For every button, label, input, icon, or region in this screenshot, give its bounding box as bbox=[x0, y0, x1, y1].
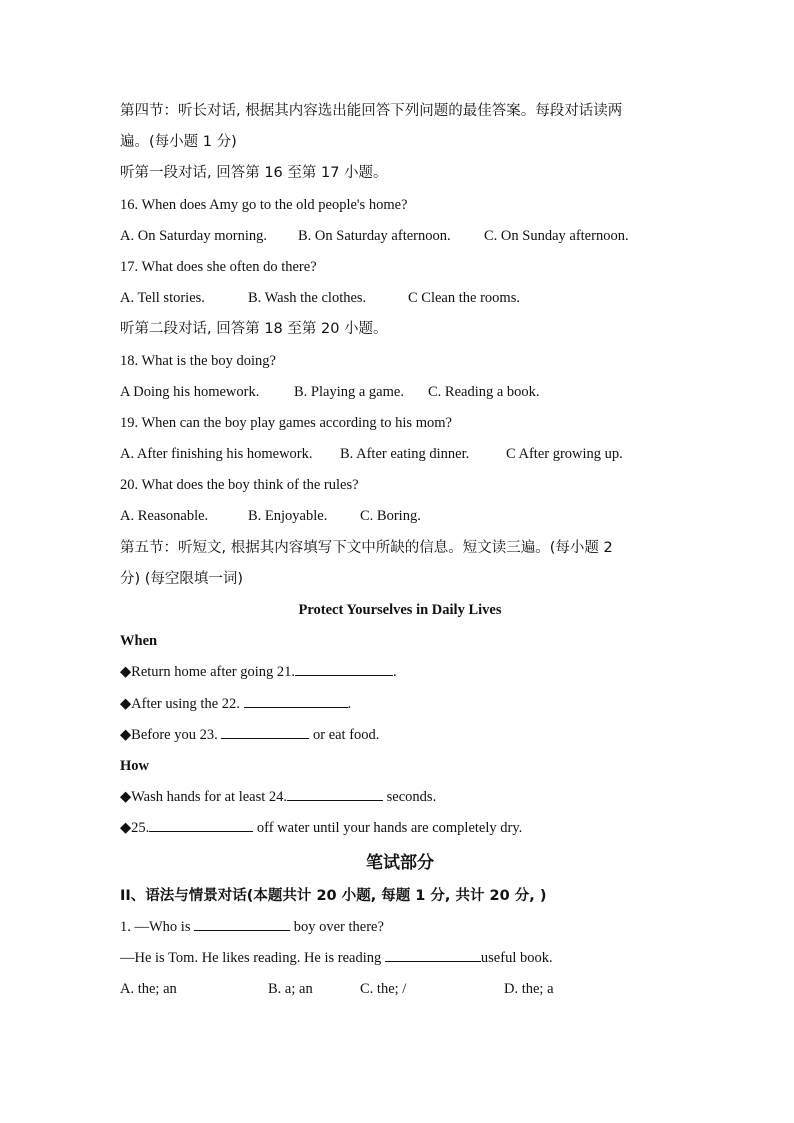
q18-option-c: C. Reading a book. bbox=[428, 383, 540, 400]
blank-22[interactable] bbox=[244, 693, 348, 708]
q20-option-c: C. Boring. bbox=[360, 508, 421, 525]
question-19-options bbox=[120, 439, 680, 470]
dialog1-intro: 听第一段对话, 回答第 16 至第 17 小题。 bbox=[120, 165, 388, 182]
item-21-text: ◆Return home after going 21. bbox=[120, 664, 296, 681]
grammar-question-1-reply bbox=[120, 943, 680, 974]
q1-option-c: C. the; / bbox=[360, 981, 407, 998]
item-21-end: . bbox=[393, 664, 397, 681]
q1-reply-end: useful book. bbox=[480, 949, 553, 966]
item-25 bbox=[120, 813, 680, 844]
question-19: 19. When can the boy play games according to his mom? bbox=[120, 414, 452, 431]
section-2-heading: II、语法与情景对话(本题共计 20 小题, 每题 1 分, 共计 20 分, ) bbox=[120, 887, 547, 904]
blank-25[interactable] bbox=[149, 817, 253, 832]
question-17: 17. What does she often do there? bbox=[120, 258, 317, 275]
q18-option-a: A Doing his homework. bbox=[120, 383, 260, 400]
q16-option-a: A. On Saturday morning. bbox=[120, 227, 267, 244]
item-24-end: seconds. bbox=[383, 789, 437, 806]
how-label: How bbox=[120, 757, 149, 774]
item-23-end: or eat food. bbox=[309, 726, 380, 743]
question-16: 16. When does Amy go to the old people's home? bbox=[120, 196, 408, 213]
exam-page bbox=[120, 96, 680, 1005]
blank-24[interactable] bbox=[287, 786, 383, 801]
item-23 bbox=[120, 720, 680, 751]
item-21 bbox=[120, 657, 680, 688]
q1-option-a: A. the; an bbox=[120, 981, 177, 998]
item-22-end: . bbox=[347, 695, 352, 712]
grammar-question-1 bbox=[120, 912, 680, 943]
q19-option-b: B. After eating dinner. bbox=[340, 446, 470, 463]
part5-instructions-line2: 分) (每空限填一词) bbox=[120, 570, 244, 587]
when-label: When bbox=[120, 633, 158, 650]
q1-option-d: D. the; a bbox=[504, 981, 554, 998]
part5-instructions-line1: 第五节：听短文, 根据其内容填写下文中所缺的信息。短文读三遍。(每小题 2 bbox=[120, 539, 613, 556]
q20-option-a: A. Reasonable. bbox=[120, 508, 209, 525]
part4-instructions-line1: 第四节：听长对话, 根据其内容选出能回答下列问题的最佳答案。每段对话读两 bbox=[120, 103, 623, 119]
q18-option-b: B. Playing a game. bbox=[294, 383, 404, 400]
item-24-text: ◆Wash hands for at least 24. bbox=[120, 789, 288, 806]
q19-option-c: C After growing up. bbox=[506, 446, 623, 463]
q1-text: 1. —Who is bbox=[120, 918, 195, 935]
q17-option-a: A. Tell stories. bbox=[120, 290, 205, 307]
q17-option-b: B. Wash the clothes. bbox=[248, 290, 367, 307]
q1-text-end: boy over there? bbox=[290, 918, 384, 935]
item-25-end: off water until your hands are completely dry. bbox=[253, 820, 523, 837]
item-25-text: ◆25. bbox=[120, 820, 150, 837]
q1-reply-text: —He is Tom. He likes reading. He is reading bbox=[120, 949, 385, 966]
item-22-text: ◆After using the 22. bbox=[120, 695, 244, 712]
item-24 bbox=[120, 782, 680, 813]
question-20: 20. What does the boy think of the rules? bbox=[120, 477, 359, 494]
question-16-options bbox=[120, 221, 680, 252]
item-22 bbox=[120, 689, 680, 720]
dialog2-intro: 听第二段对话, 回答第 18 至第 20 小题。 bbox=[120, 321, 388, 338]
grammar-question-1-options bbox=[120, 974, 680, 1005]
part4-instructions-line2: 遍。(每小题 1 分) bbox=[120, 134, 237, 151]
q17-option-c: C Clean the rooms. bbox=[408, 290, 520, 307]
question-18: 18. What is the boy doing? bbox=[120, 352, 276, 369]
item-23-text: ◆Before you 23. bbox=[120, 726, 222, 743]
question-17-options bbox=[120, 283, 680, 314]
q20-option-b: B. Enjoyable. bbox=[248, 508, 328, 525]
passage-title: Protect Yourselves in Daily Lives bbox=[298, 602, 502, 618]
question-20-options bbox=[120, 501, 680, 532]
q16-option-b: B. On Saturday afternoon. bbox=[298, 227, 451, 244]
written-section-heading bbox=[120, 845, 680, 881]
blank-21[interactable] bbox=[295, 661, 393, 676]
q19-option-a: A. After finishing his homework. bbox=[120, 446, 313, 463]
q1-reply-blank[interactable] bbox=[385, 947, 481, 962]
q1-option-b: B. a; an bbox=[268, 981, 313, 998]
question-18-options bbox=[120, 377, 680, 408]
written-heading-text: 笔试部分 bbox=[366, 852, 434, 873]
q1-blank[interactable] bbox=[194, 916, 290, 931]
q16-option-c: C. On Sunday afternoon. bbox=[484, 227, 629, 244]
blank-23[interactable] bbox=[221, 724, 309, 739]
